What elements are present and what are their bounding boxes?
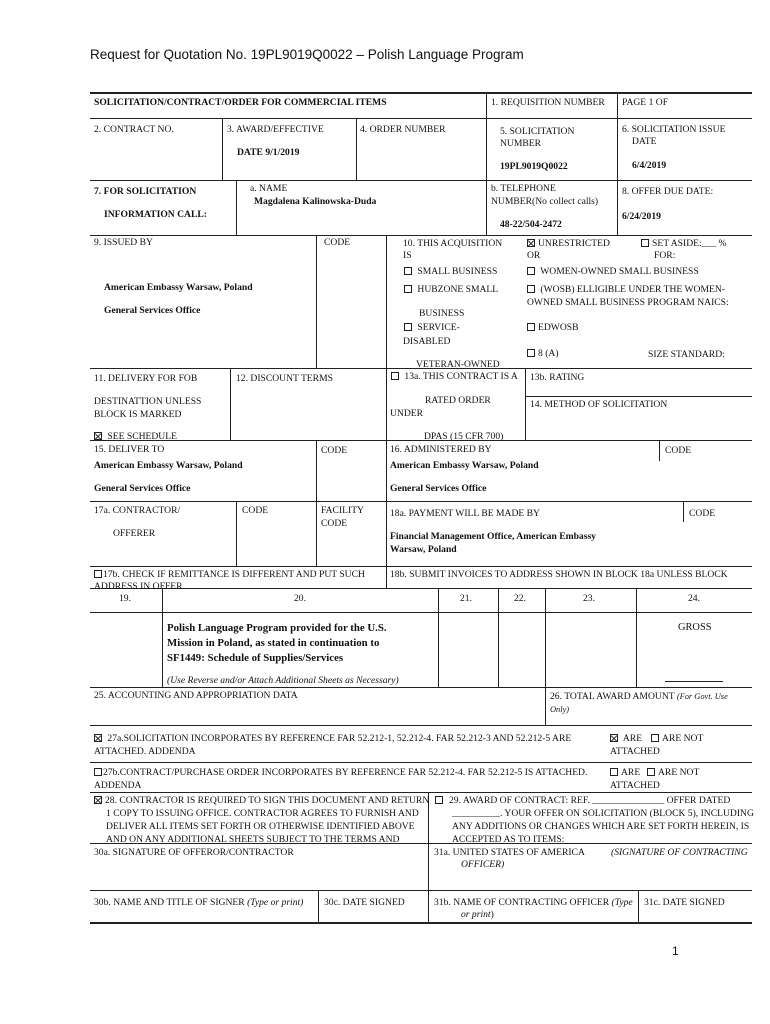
award-effective-label: 3. AWARD/EFFECTIVE (227, 124, 324, 135)
service-option[interactable]: SERVICE- (404, 322, 460, 334)
clause-27a-are[interactable]: ARE (610, 733, 642, 745)
checked-box-icon[interactable] (94, 432, 102, 440)
contractor-code-label: CODE (242, 505, 269, 516)
deliver-to-label: 15. DELIVER TO (94, 444, 165, 455)
facility-code-label: FACILITY (321, 505, 364, 516)
checked-box-icon[interactable] (94, 734, 102, 742)
offeror-signature-label: 30a. SIGNATURE OF OFFEROR/CONTRACTOR (94, 847, 294, 858)
administered-name: American Embassy Warsaw, Poland (390, 460, 539, 471)
date-signed-label: 30c. DATE SIGNED (324, 897, 405, 908)
clause-27a: 27a.SOLICITATION INCORPORATES BY REFERENCE FAR 52.212-1, 52.212-4. FAR 52.212-3 AND 52.212-5 ARE (94, 733, 571, 745)
for-label: FOR: (654, 250, 676, 261)
checkbox-icon[interactable] (435, 796, 443, 804)
unrestricted-option[interactable]: UNRESTRICTED (527, 238, 610, 250)
acquisition-label-2: IS (403, 250, 412, 261)
edwosb-option[interactable]: EDWOSB (527, 322, 579, 334)
col-24-header: 24. (688, 593, 700, 604)
checkbox-icon[interactable] (527, 349, 535, 357)
col-19-header: 19. (119, 593, 131, 604)
checkbox-icon[interactable] (610, 768, 618, 776)
info-call-label-2: INFORMATION CALL: (104, 209, 207, 220)
destination-label-2: BLOCK IS MARKED (94, 409, 182, 420)
order-number-label: 4. ORDER NUMBER (360, 124, 446, 135)
dpas-label: DPAS (15 CFR 700) (424, 431, 504, 442)
set-aside-option[interactable]: SET ASIDE:___ % (641, 238, 726, 250)
offerer-label: OFFERER (113, 528, 156, 539)
checkbox-icon[interactable] (404, 285, 412, 293)
solicitation-number-value: 19PL9019Q0022 (500, 161, 568, 172)
clause-27b-are-not[interactable]: ARE NOT (647, 767, 699, 779)
see-schedule-option[interactable]: SEE SCHEDULE (94, 430, 224, 440)
administered-code-label: CODE (665, 445, 692, 456)
rated-order-option[interactable]: 13a. THIS CONTRACT IS A (391, 371, 518, 383)
women-owned-option[interactable]: WOMEN-OWNED SMALL BUSINESS (527, 266, 699, 278)
issued-by-label: 9. ISSUED BY (94, 237, 153, 248)
submit-invoices-label: 18b. SUBMIT INVOICES TO ADDRESS SHOWN IN BLOCK 18a UNLESS BLOCK (390, 569, 728, 580)
veteran-owned-label: VETERAN-OWNED (416, 359, 500, 370)
eight-a-option[interactable]: 8 (A) (527, 348, 559, 360)
administered-office: General Services Office (390, 483, 487, 494)
item-description-2: Mission in Poland, as stated in continuation to (167, 637, 380, 649)
acquisition-label: 10. THIS ACQUISITION (403, 238, 503, 249)
clause-27b-are[interactable]: ARE (610, 767, 640, 779)
officer-signature-label-2: OFFICER) (461, 859, 505, 870)
offer-due-value: 6/24/2019 (622, 211, 661, 222)
issue-date-label-2: DATE (632, 136, 657, 147)
rated-order-label: RATED ORDER (425, 395, 491, 406)
checkbox-icon[interactable] (404, 267, 412, 275)
item-description-3: SF1449: Schedule of Supplies/Services (167, 652, 344, 664)
business-label: BUSINESS (419, 308, 465, 319)
award-of-contract: 29. AWARD OF CONTRACT: REF. _______________ OFFER DATED (435, 795, 730, 807)
issuer-name: American Embassy Warsaw, Poland (104, 282, 253, 293)
clause-28: 28. CONTRACTOR IS REQUIRED TO SIGN THIS DOCUMENT AND RETURN (94, 795, 429, 807)
clause-27b-attached: ATTACHED (610, 780, 660, 791)
gross-label: GROSS (678, 622, 712, 633)
award-date-value: DATE 9/1/2019 (237, 147, 300, 158)
wosb-label-2: OWNED SMALL BUSINESS PROGRAM NAICS: (527, 297, 729, 308)
checkbox-icon[interactable] (391, 372, 399, 380)
checkbox-icon[interactable] (651, 734, 659, 742)
checkbox-icon[interactable] (647, 768, 655, 776)
item-description: Polish Language Program provided for the U.S. (167, 622, 387, 634)
officer-name-label: 31b. NAME OF CONTRACTING OFFICER (Type (434, 897, 633, 908)
checkbox-icon[interactable] (641, 239, 649, 247)
total-award-only: Only) (550, 705, 570, 714)
checkbox-icon[interactable] (94, 768, 102, 776)
name-value: Magdalena Kalinowska-Duda (254, 196, 377, 207)
issuer-office: General Services Office (104, 305, 201, 316)
info-call-label: 7. FOR SOLICITATION (94, 186, 197, 197)
destination-label: DESTINATTION UNLESS (94, 396, 202, 407)
delivery-fob-label: 11. DELIVERY FOR FOB (94, 373, 198, 384)
payment-office-2: Warsaw, Poland (390, 544, 457, 555)
name-label: a. NAME (250, 183, 288, 194)
wosb-option[interactable]: (WOSB) ELLIGIBLE UNDER THE WOMEN- (527, 284, 725, 296)
telephone-value: 48-22/504-2472 (500, 219, 562, 230)
total-award-label: 26. TOTAL AWARD AMOUNT (For Govt. Use (550, 691, 728, 702)
usa-label: 31a. UNITED STATES OF AMERICA (434, 847, 585, 858)
clause-28-4: AND ON ANY ADDITIONAL SHEETS SUBJECT TO THE TERMS AND (106, 834, 400, 845)
signer-name-label: 30b. NAME AND TITLE OF SIGNER (Type or print) (94, 897, 304, 908)
remittance-option[interactable]: 17b. CHECK IF REMITTANCE IS DIFFERENT AND PUT SUCH (94, 569, 365, 581)
page-of-label: PAGE 1 OF (622, 97, 669, 108)
deliver-to-name: American Embassy Warsaw, Poland (94, 460, 243, 471)
issue-date-value: 6/4/2019 (632, 160, 667, 171)
or-label: OR (527, 250, 541, 261)
solicitation-number-label-2: NUMBER (500, 138, 542, 149)
clause-28-2: 1 COPY TO ISSUING OFFICE. CONTRACTOR AGREES TO FURNISH AND (106, 808, 419, 819)
payment-label: 18a. PAYMENT WILL BE MADE BY (390, 508, 540, 519)
checkbox-icon[interactable] (404, 323, 412, 331)
issue-date-label: 6. SOLICITATION ISSUE (622, 124, 726, 135)
administered-by-label: 16. ADMINISTERED BY (390, 444, 492, 455)
col-22-header: 22. (514, 593, 526, 604)
clause-27a-attached: ATTACHED (610, 746, 660, 757)
clause-27b-2: ADDENDA (94, 780, 142, 791)
award-of-contract-3: ANY ADDITIONS OR CHANGES WHICH ARE SET FORTH HEREIN, IS (452, 821, 750, 832)
clause-27b: 27b.CONTRACT/PURCHASE ORDER INCORPORATES BY REFERENCE FAR 52.212-4. FAR 52.212-5 IS ATTACHED. (94, 767, 587, 779)
offer-due-label: 8. OFFER DUE DATE: (622, 186, 714, 197)
rating-label: 13b. RATING (530, 372, 585, 383)
award-of-contract-4: ACCEPTED AS TO ITEMS: (452, 834, 565, 845)
accounting-label: 25. ACCOUNTING AND APPROPRIATION DATA (94, 690, 298, 701)
requisition-number-label: 1. REQUISITION NUMBER (491, 97, 605, 108)
continuation-note: (Use Reverse and/or Attach Additional Sheets as Necessary) (167, 675, 399, 686)
solicitation-header: SOLICITATION/CONTRACT/ORDER FOR COMMERCIAL ITEMS (94, 97, 387, 108)
clause-27a-are-not[interactable]: ARE NOT (651, 733, 703, 745)
issued-by-code-label: CODE (324, 237, 351, 248)
page-number: 1 (672, 944, 679, 958)
checkbox-icon[interactable] (94, 570, 102, 578)
remittance-label-2: ADDRESS IN OFFER (94, 581, 183, 592)
contract-no-label: 2. CONTRACT NO. (94, 124, 174, 135)
rated-under-label: UNDER (390, 408, 424, 419)
telephone-label: b. TELEPHONE (491, 183, 556, 194)
checkbox-icon[interactable] (527, 323, 535, 331)
col-21-header: 21. (460, 593, 472, 604)
small-business-option[interactable]: SMALL BUSINESS (404, 266, 497, 278)
deliver-to-office: General Services Office (94, 483, 191, 494)
officer-date-signed-label: 31c. DATE SIGNED (644, 897, 725, 908)
checkbox-icon[interactable] (527, 285, 535, 293)
checked-box-icon[interactable] (527, 239, 535, 247)
page-title: Request for Quotation No. 19PL9019Q0022 – Polish Language Program (90, 47, 524, 62)
col-20-header: 20. (294, 593, 306, 604)
clause-28-3: DELIVER ALL ITEMS SET FORTH OR OTHERWISE IDENTIFIED ABOVE (106, 821, 415, 832)
disabled-label: DISABLED (403, 336, 451, 347)
facility-code-label-2: CODE (321, 518, 348, 529)
payment-office: Financial Management Office, American Embassy (390, 531, 596, 542)
size-standard-label: SIZE STANDARD: (648, 349, 725, 360)
checked-box-icon[interactable] (610, 734, 618, 742)
award-of-contract-2: __________. YOUR OFFER ON SOLICITATION (BLOCK 5), INCLUDING (452, 808, 754, 819)
deliver-to-code-label: CODE (321, 445, 348, 456)
telephone-label-2: NUMBER(No collect calls) (491, 196, 599, 207)
clause-27a-2: ATTACHED. ADDENDA (94, 746, 196, 757)
col-23-header: 23. (583, 593, 595, 604)
hubzone-option[interactable]: HUBZONE SMALL (404, 284, 498, 296)
contractor-label: 17a. CONTRACTOR/ (94, 505, 181, 516)
officer-name-label-2: or print) (461, 909, 494, 920)
payment-code-label: CODE (689, 508, 716, 519)
checkbox-icon[interactable] (527, 267, 535, 275)
method-label: 14. METHOD OF SOLICITATION (530, 399, 668, 410)
discount-terms-label: 12. DISCOUNT TERMS (236, 373, 333, 384)
checked-box-icon[interactable] (94, 796, 102, 804)
officer-signature-label: (SIGNATURE OF CONTRACTING (611, 847, 748, 858)
solicitation-number-label: 5. SOLICITATION (500, 126, 575, 137)
